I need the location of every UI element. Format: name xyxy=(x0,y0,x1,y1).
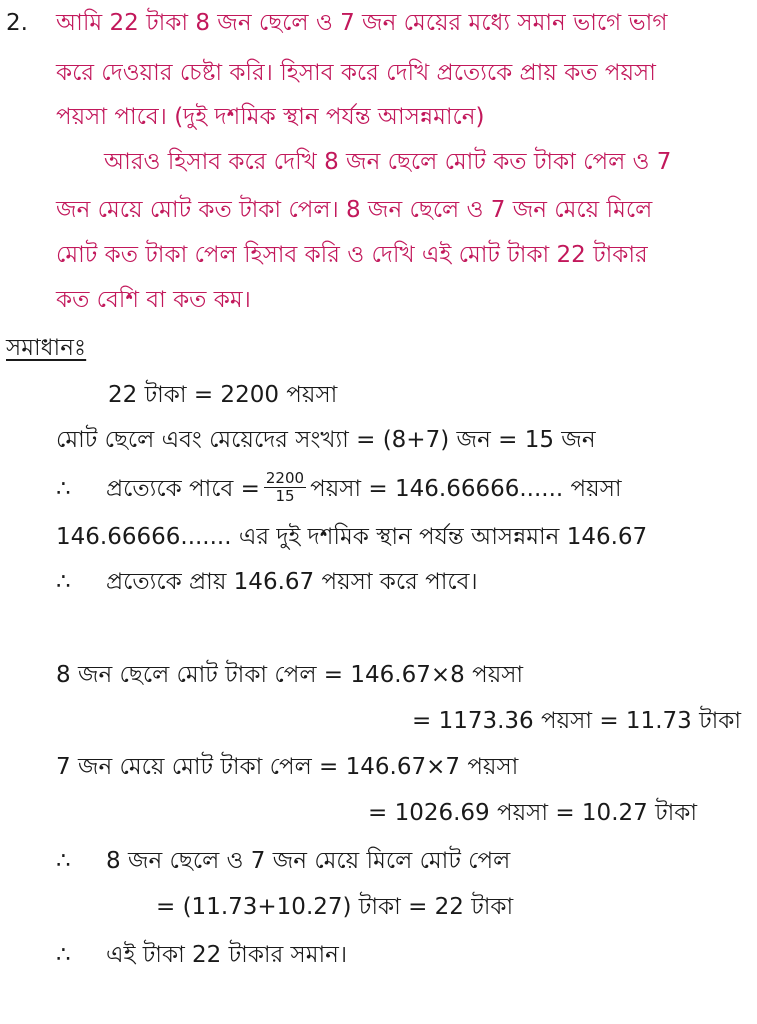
solution-line-7: = 1173.36 পয়সা = 11.73 টাকা xyxy=(412,708,742,734)
solution-line-11: = (11.73+10.27) টাকা = 22 টাকা xyxy=(156,894,514,920)
solution-line-9: = 1026.69 পয়সা = 10.27 টাকা xyxy=(368,800,698,826)
solution-line-5 xyxy=(56,567,478,597)
solution-line-8: 7 জন মেয়ে মোট টাকা পেল = 146.67×7 পয়সা xyxy=(56,754,519,780)
fraction-numerator: 2200 xyxy=(265,469,305,487)
combined-total-text: 8 জন ছেলে ও 7 জন মেয়ে মিলে মোট পেল xyxy=(106,848,511,874)
each-gets-label: প্রত্যেকে পাবে = xyxy=(106,476,260,502)
therefore-symbol: ∴ xyxy=(56,569,71,595)
therefore-symbol: ∴ xyxy=(56,476,71,502)
approx-each-text: প্রত্যেকে প্রায় 146.67 পয়সা করে পাবে। xyxy=(106,569,478,595)
solution-line-4: 146.66666....... এর দুই দশমিক স্থান পর্যন্ত আসন্নমান 146.67 xyxy=(56,524,648,550)
solution-line-12 xyxy=(56,940,347,970)
each-gets-result: পয়সা = 146.66666...... পয়সা xyxy=(310,476,622,502)
solution-line-3 xyxy=(56,469,622,507)
question-line-2: করে দেওয়ার চেষ্টা করি। হিসাব করে দেখি প্রত্যেকে প্রায় কত পয়সা xyxy=(56,60,656,86)
conclusion-text: এই টাকা 22 টাকার সমান। xyxy=(106,942,348,968)
fraction-denominator: 15 xyxy=(275,487,295,505)
question-line-1: আমি 22 টাকা 8 জন ছেলে ও 7 জন মেয়ের মধ্যে সমান ভাগে ভাগ xyxy=(56,10,668,36)
solution-line-1: 22 টাকা = 2200 পয়সা xyxy=(108,382,338,408)
solution-line-6: 8 জন ছেলে মোট টাকা পেল = 146.67×8 পয়সা xyxy=(56,662,524,688)
question-line-3: পয়সা পাবে। (দুই দশমিক স্থান পর্যন্ত আসন্নমানে) xyxy=(56,104,485,130)
fraction xyxy=(264,470,306,505)
question-line-5: জন মেয়ে মোট কত টাকা পেল। 8 জন ছেলে ও 7 জন মেয়ে মিলে xyxy=(56,197,653,223)
therefore-symbol: ∴ xyxy=(56,848,71,874)
question-line-7: কত বেশি বা কত কম। xyxy=(56,287,251,313)
solution-line-2: মোট ছেলে এবং মেয়েদের সংখ্যা = (8+7) জন = 15 জন xyxy=(56,427,596,453)
question-line-6: মোট কত টাকা পেল হিসাব করি ও দেখি এই মোট টাকা 22 টাকার xyxy=(56,242,648,268)
solution-heading: সমাধানঃ xyxy=(6,335,87,361)
solution-line-10 xyxy=(56,846,510,876)
therefore-symbol: ∴ xyxy=(56,942,71,968)
question-line-4: আরও হিসাব করে দেখি 8 জন ছেলে মোট কত টাকা পেল ও 7 xyxy=(104,149,672,175)
question-number: 2. xyxy=(6,10,28,36)
